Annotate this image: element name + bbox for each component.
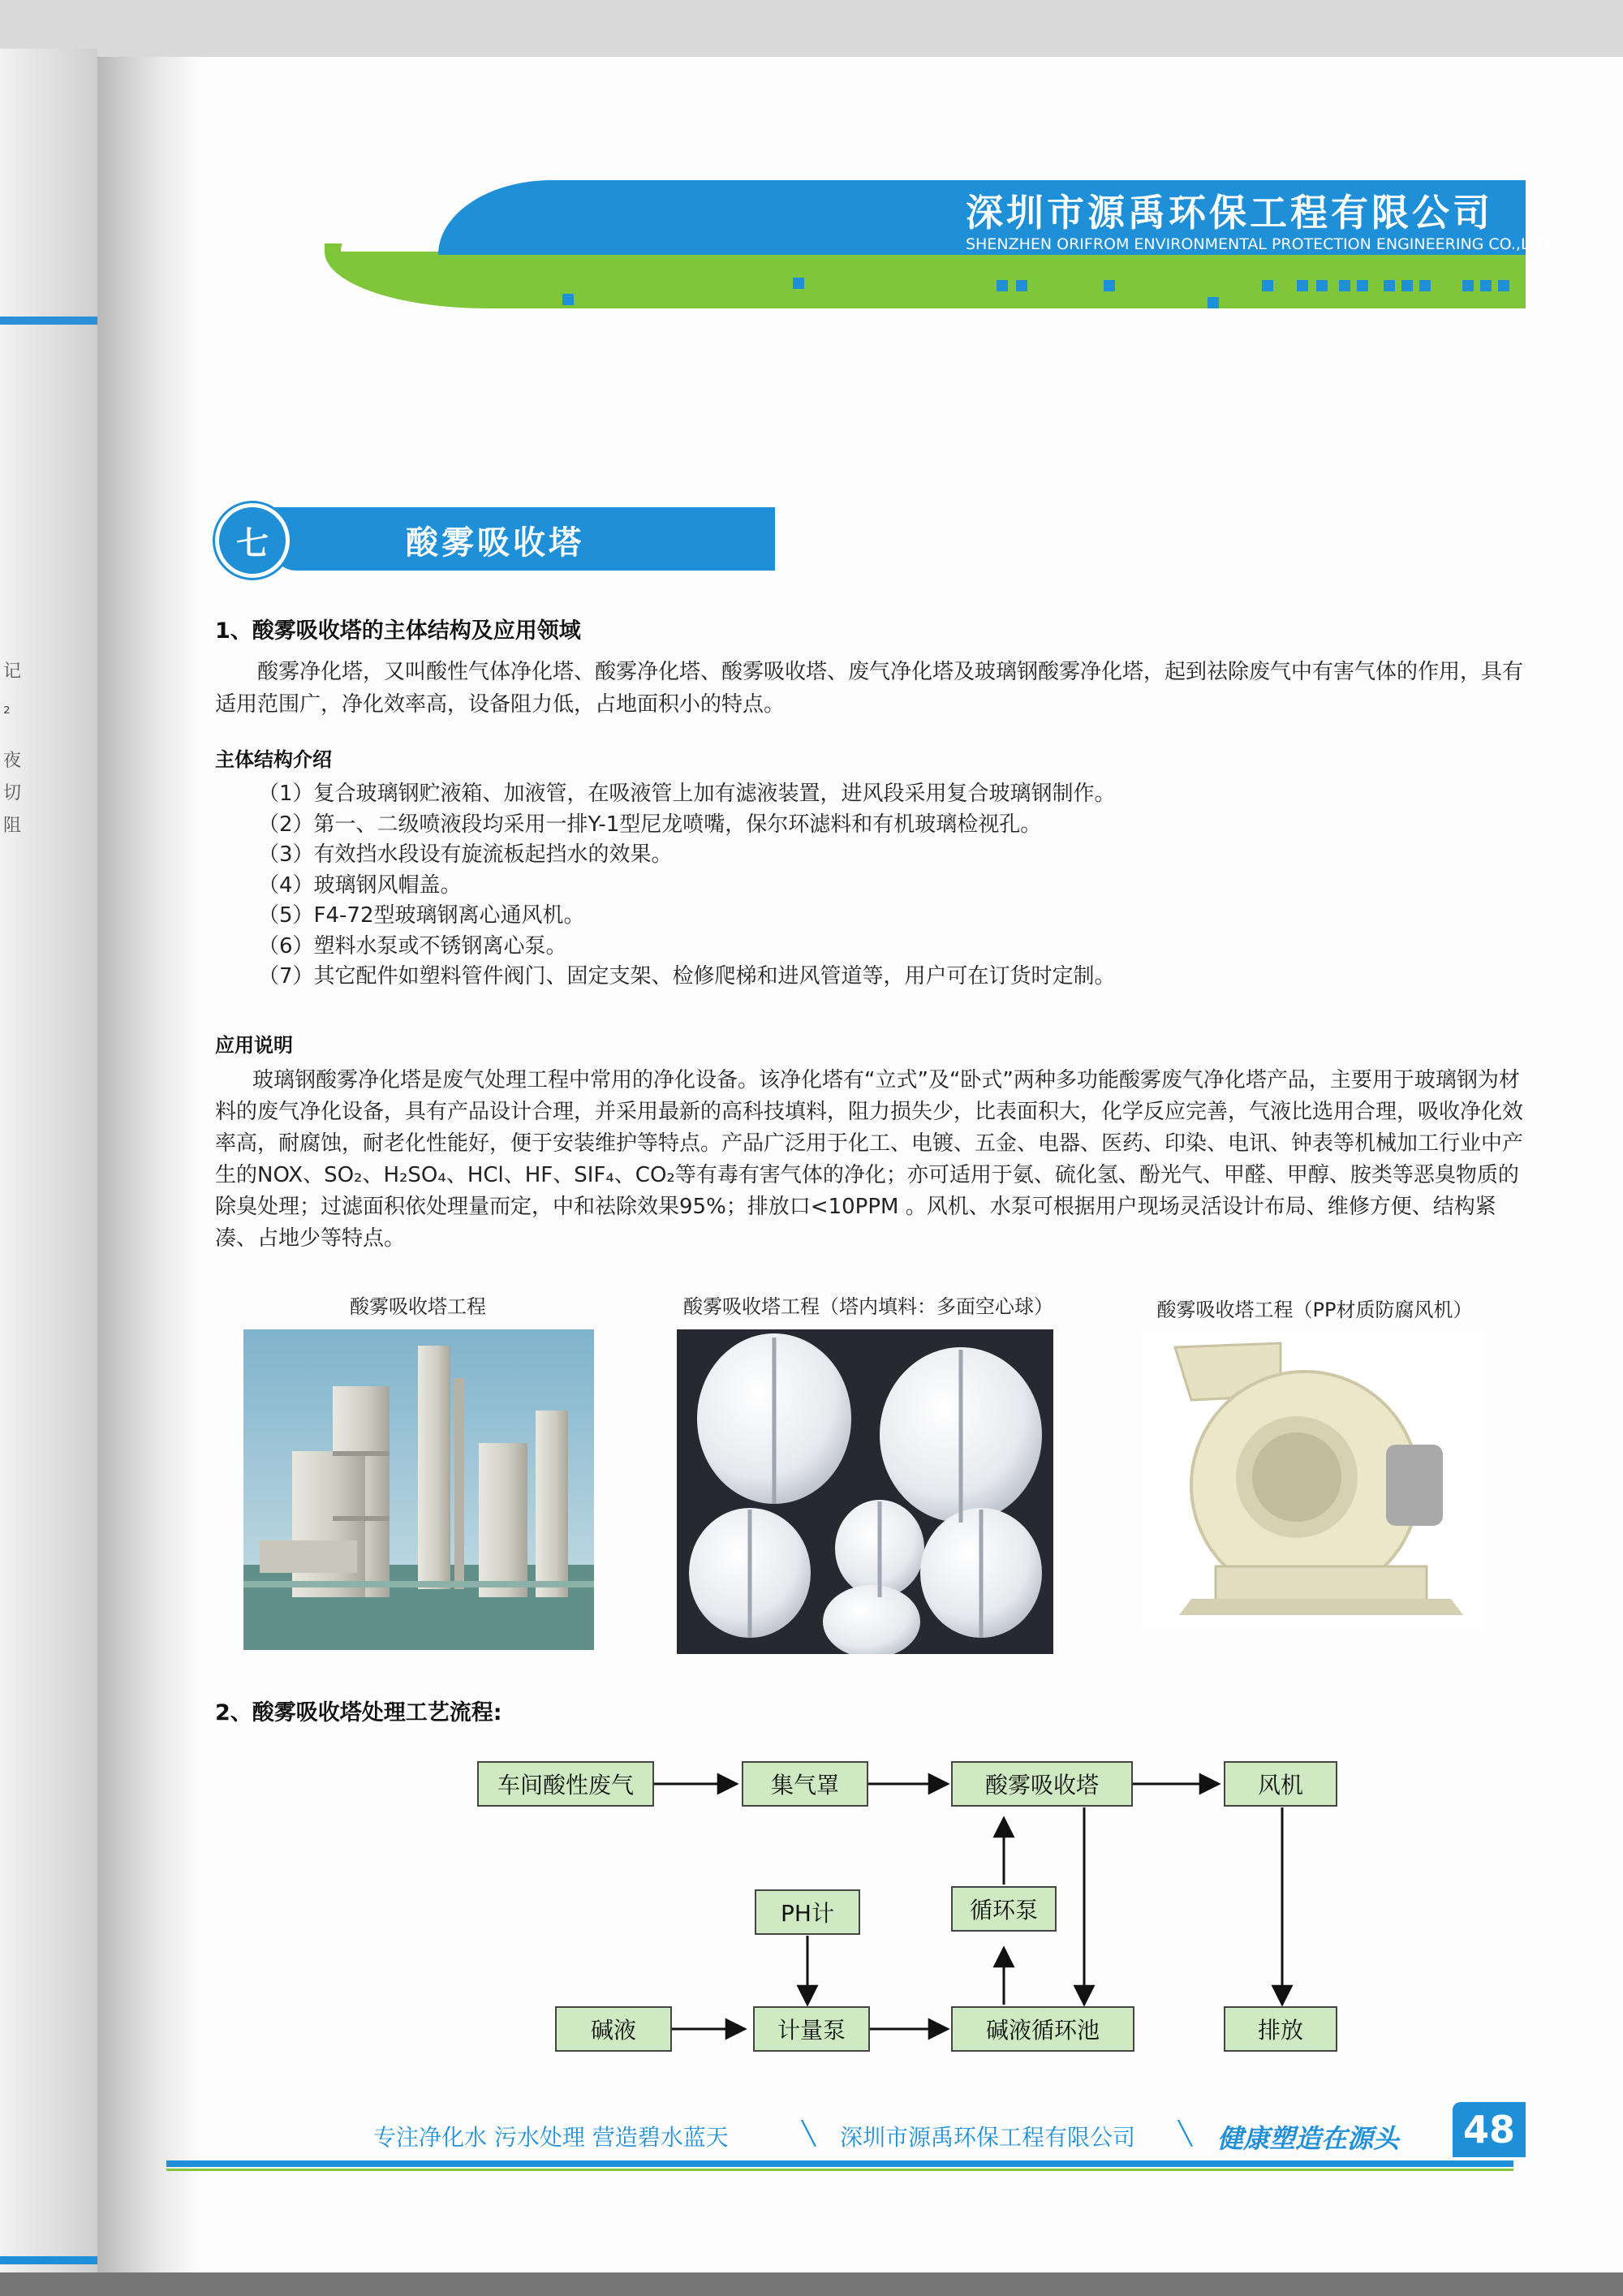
- company-name-cn: 深圳市源禹环保工程有限公司: [966, 191, 1493, 235]
- left-page-char: 夜: [3, 751, 22, 771]
- flow-box-lye: 碱液: [555, 2006, 672, 2052]
- flow-box-metering-pump: 计量泵: [753, 2006, 870, 2052]
- photo-caption: 酸雾吸收塔工程（塔内填料：多面空心球）: [683, 1295, 1053, 1318]
- list-item: （4）玻璃钢风帽盖。: [258, 872, 462, 898]
- left-page-char: ₂: [3, 698, 11, 718]
- flow-box-tower: 酸雾吸收塔: [951, 1761, 1133, 1807]
- footer-tagline: 专注净化水 污水处理 营造碧水蓝天: [373, 2124, 729, 2151]
- list-item: （2）第一、二级喷液段均采用一排Y-1型尼龙喷嘴，保尔环滤料和有机玻璃检视孔。: [258, 812, 1042, 837]
- footer-rule-green: [166, 2169, 1513, 2171]
- flow-box-fan: 风机: [1224, 1761, 1337, 1807]
- application-heading: 应用说明: [215, 1034, 293, 1057]
- list-item: （7）其它配件如塑料管件阀门、固定支架、检修爬梯和进风管道等，用户可在订货时定制。: [258, 964, 1116, 989]
- footer-slogan: 健康塑造在源头: [1217, 2123, 1400, 2154]
- list-item: （5）F4-72型玻璃钢离心通风机。: [258, 903, 585, 928]
- part1-heading: 1、酸雾吸收塔的主体结构及应用领域: [215, 618, 581, 644]
- page-number: 48: [1453, 2102, 1526, 2157]
- application-text: 玻璃钢酸雾净化塔是废气处理工程中常用的净化设备。该净化塔有“立式”及“卧式”两种多功能酸雾废气净化塔产品，主要用于玻璃钢为材料的废气净化设备，具有产品设计合理，并采用最新的高科技填料，阻力损失少，比表面积大，化学反应完善，气液比选用合理，吸收净化效率高，耐腐蚀，耐老化性能好，便于安装维护等特点。产品广泛用于化工、电镀、五金、电器、医药、印染、电讯、钟表等机械加工行业中产生的NOX、SO₂、H₂SO₄、HCl、HF、SIF₄、CO₂等有毒有害气体的净化；亦可适用于氨、硫化氢、酚光气、甲醛、甲醇、胺类等恶臭物质的除臭处理；过滤面积依处理量而定，中和祛除效果95%；排放口<10PPM 。风机、水泵可根据用户现场灵活设计布局、维修方便、结构紧凑、占地少等特点。: [215, 1068, 1524, 1251]
- flow-box-discharge: 排放: [1224, 2006, 1337, 2052]
- left-page-char: 阻: [3, 816, 22, 836]
- flow-box-circulation-pump: 循环泵: [951, 1886, 1057, 1932]
- scan-bottom-edge: [0, 2272, 1623, 2296]
- section-title: 酸雾吸收塔: [406, 524, 584, 562]
- left-page-char: 切: [3, 783, 22, 803]
- list-item: （6）塑料水泵或不锈钢离心泵。: [258, 933, 567, 958]
- flow-box-hood: 集气罩: [742, 1761, 868, 1807]
- part1-intro: 酸雾净化塔，又叫酸性气体净化塔、酸雾净化塔、酸雾吸收塔、废气净化塔及玻璃钢酸雾净化塔，起到祛除废气中有害气体的作用，具有适用范围广，净化效率高，设备阻力低，占地面积小的特点。: [215, 660, 1524, 717]
- flow-box-lye-pool: 碱液循环池: [951, 2006, 1134, 2052]
- company-name-en: SHENZHEN ORIFROM ENVIRONMENTAL PROTECTION ENGINEERING CO.,LTD: [966, 235, 1549, 253]
- footer-company: 深圳市源禹环保工程有限公司: [840, 2124, 1136, 2151]
- photo-caption: 酸雾吸收塔工程（PP材质防腐风机）: [1156, 1299, 1473, 1321]
- footer-separator: ╲: [802, 2120, 816, 2147]
- section-number-badge: 七: [215, 503, 290, 578]
- flow-box-exhaust: 车间酸性废气: [477, 1761, 654, 1807]
- footer-separator: ╲: [1178, 2120, 1192, 2147]
- footer-rule-blue: [166, 2160, 1513, 2167]
- flow-box-ph-meter: PH计: [755, 1889, 860, 1935]
- left-page-char: 记: [3, 661, 22, 682]
- photo-caption: 酸雾吸收塔工程: [350, 1295, 486, 1318]
- structure-heading: 主体结构介绍: [215, 748, 332, 771]
- list-item: （3）有效挡水段设有旋流板起挡水的效果。: [258, 842, 673, 867]
- part2-heading: 2、酸雾吸收塔处理工艺流程:: [215, 1700, 502, 1725]
- list-item: （1）复合玻璃钢贮液箱、加液管，在吸液管上加有滤液装置，进风段采用复合玻璃钢制作。: [258, 782, 1116, 806]
